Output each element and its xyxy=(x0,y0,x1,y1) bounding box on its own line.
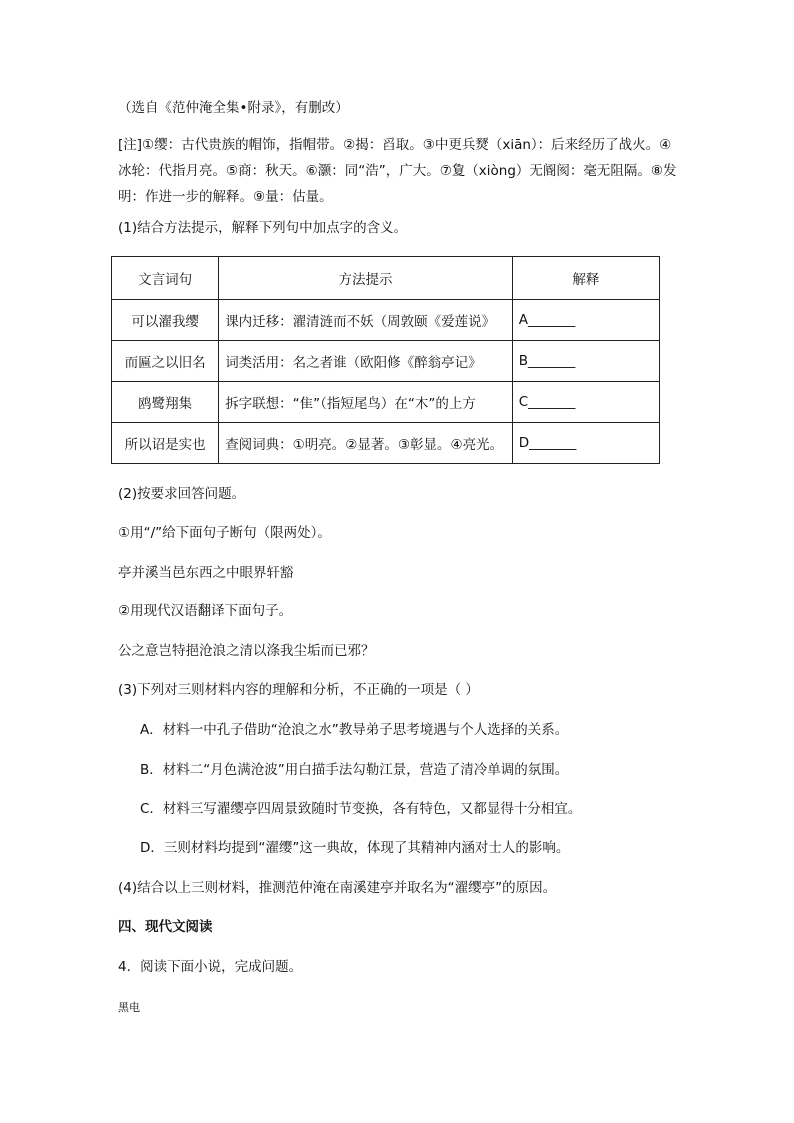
table-cell-phrase: 鸥鹭翔集 xyxy=(112,382,219,423)
question-3: (3)下列对三则材料内容的理解和分析，不正确的一项是（ ） xyxy=(118,682,479,698)
table-cell-hint: 拆字联想：“隹”（指短尾鸟）在“木”的上方 xyxy=(219,382,513,423)
question-1: (1)结合方法提示，解释下列句中加点字的含义。 xyxy=(118,220,408,236)
table-row xyxy=(112,382,660,423)
table-header-row xyxy=(112,257,660,300)
table-row xyxy=(112,300,660,341)
option-c: C．材料三写濯缨亭四周景致随时节变换，各有特色，又都显得十分相宜。 xyxy=(140,801,582,817)
option-d: D．三则材料均提到“濯缨”这一典故，体现了其精神内涵对士人的影响。 xyxy=(140,840,570,856)
table-row xyxy=(112,341,660,382)
reading-instruction: 4．阅读下面小说，完成问题。 xyxy=(118,959,303,975)
option-b: B．材料二“月色满沧波”用白描手法勾勒江景，营造了清冷单调的氛围。 xyxy=(140,762,569,778)
question-2: (2)按要求回答问题。 xyxy=(118,486,246,502)
table-cell-answer: A_______ xyxy=(512,300,659,341)
question-2-2-sentence: 公之意岂特挹沧浪之清以涤我尘垢而已邪？ xyxy=(118,643,375,659)
annotation-note: [注]①缨：古代贵族的帽饰，指帽带。②揭：舀取。③中更兵燹（xiān）：后来经历了战火。④冰轮：代指月亮。⑤商：秋天。⑥灏：同“浩”，广大。⑦夐（xiòng）无阍阂：毫无阻隔。⑧发明：作进一步的解释。⑨量：估量。 xyxy=(118,137,677,205)
vocabulary-table xyxy=(111,256,660,464)
section-heading: 四、现代文阅读 xyxy=(118,919,213,935)
table-cell-hint: 课内迁移：濯清涟而不妖（周敦颐《爱莲说》 xyxy=(219,300,513,341)
table-header-cell: 方法提示 xyxy=(219,257,513,300)
table-row xyxy=(112,423,660,464)
source-note: （选自《范仲淹全集•附录》，有删改） xyxy=(118,100,349,116)
table-cell-phrase: 而匾之以旧名 xyxy=(112,341,219,382)
question-4: (4)结合以上三则材料，推测范仲淹在南溪建亭并取名为“濯缨亭”的原因。 xyxy=(118,880,557,896)
table-cell-phrase: 所以诏是实也 xyxy=(112,423,219,464)
table-cell-answer: B_______ xyxy=(512,341,659,382)
option-a: A．材料一中孔子借助“沧浪之水”教导弟子思考境遇与个人选择的关系。 xyxy=(140,722,569,738)
table-header-cell: 文言词句 xyxy=(112,257,219,300)
question-2-1: ①用“/”给下面句子断句（限两处）。 xyxy=(118,525,331,541)
story-title: 黑电 xyxy=(118,1001,140,1014)
table-cell-phrase: 可以濯我缨 xyxy=(112,300,219,341)
table-cell-hint: 查阅词典：①明亮。②显著。③彰显。④亮光。 xyxy=(219,423,513,464)
table-cell-answer: D_______ xyxy=(512,423,659,464)
table-header-cell: 解释 xyxy=(512,257,659,300)
table-cell-hint: 词类活用：名之者谁（欧阳修《醉翁亭记》 xyxy=(219,341,513,382)
question-2-1-sentence: 亭并溪当邑东西之中眼界轩豁 xyxy=(118,565,294,581)
question-2-2: ②用现代汉语翻译下面句子。 xyxy=(118,603,293,619)
table-cell-answer: C_______ xyxy=(512,382,659,423)
